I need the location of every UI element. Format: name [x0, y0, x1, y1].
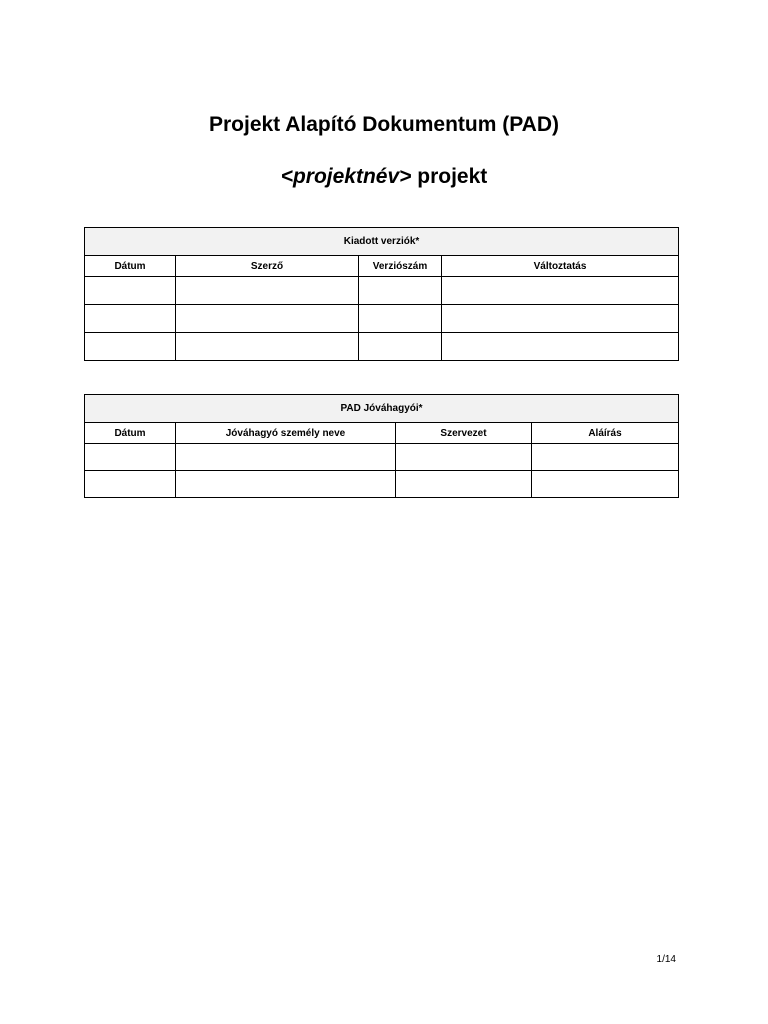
document-subtitle	[0, 162, 768, 192]
table-cell[interactable]	[176, 305, 359, 333]
table-cell[interactable]	[85, 333, 176, 361]
table-cell[interactable]	[359, 277, 442, 305]
approvers-table-caption: PAD Jóváhagyói*	[85, 395, 679, 423]
table-row	[85, 444, 679, 471]
project-name-placeholder: <projektnév>	[280, 165, 412, 188]
column-header-version-number: Verziószám	[359, 256, 442, 277]
table-cell[interactable]	[85, 277, 176, 305]
table-cell[interactable]	[176, 277, 359, 305]
table-cell[interactable]	[442, 277, 679, 305]
table-cell[interactable]	[442, 333, 679, 361]
column-header-author: Szerző	[176, 256, 359, 277]
column-header-signature: Aláírás	[532, 423, 679, 444]
page-number: 1/14	[656, 954, 676, 965]
table-cell[interactable]	[442, 305, 679, 333]
versions-table	[84, 227, 679, 361]
table-row	[85, 471, 679, 498]
table-row	[85, 305, 679, 333]
column-header-approver-name: Jóváhagyó személy neve	[176, 423, 396, 444]
column-header-date: Dátum	[85, 256, 176, 277]
subtitle-suffix: projekt	[411, 165, 488, 188]
table-cell[interactable]	[532, 444, 679, 471]
approvers-table	[84, 394, 679, 498]
table-cell[interactable]	[176, 471, 396, 498]
table-cell[interactable]	[359, 305, 442, 333]
table-cell[interactable]	[85, 471, 176, 498]
table-cell[interactable]	[85, 444, 176, 471]
table-cell[interactable]	[532, 471, 679, 498]
table-cell[interactable]	[396, 471, 532, 498]
table-row	[85, 333, 679, 361]
column-header-changes: Változtatás	[442, 256, 679, 277]
column-header-date: Dátum	[85, 423, 176, 444]
table-cell[interactable]	[396, 444, 532, 471]
table-cell[interactable]	[85, 305, 176, 333]
document-title: Projekt Alapító Dokumentum (PAD)	[208, 113, 560, 136]
versions-table-caption: Kiadott verziók*	[85, 228, 679, 256]
column-header-organization: Szervezet	[396, 423, 532, 444]
table-row	[85, 277, 679, 305]
table-cell[interactable]	[176, 444, 396, 471]
table-cell[interactable]	[176, 333, 359, 361]
table-cell[interactable]	[359, 333, 442, 361]
